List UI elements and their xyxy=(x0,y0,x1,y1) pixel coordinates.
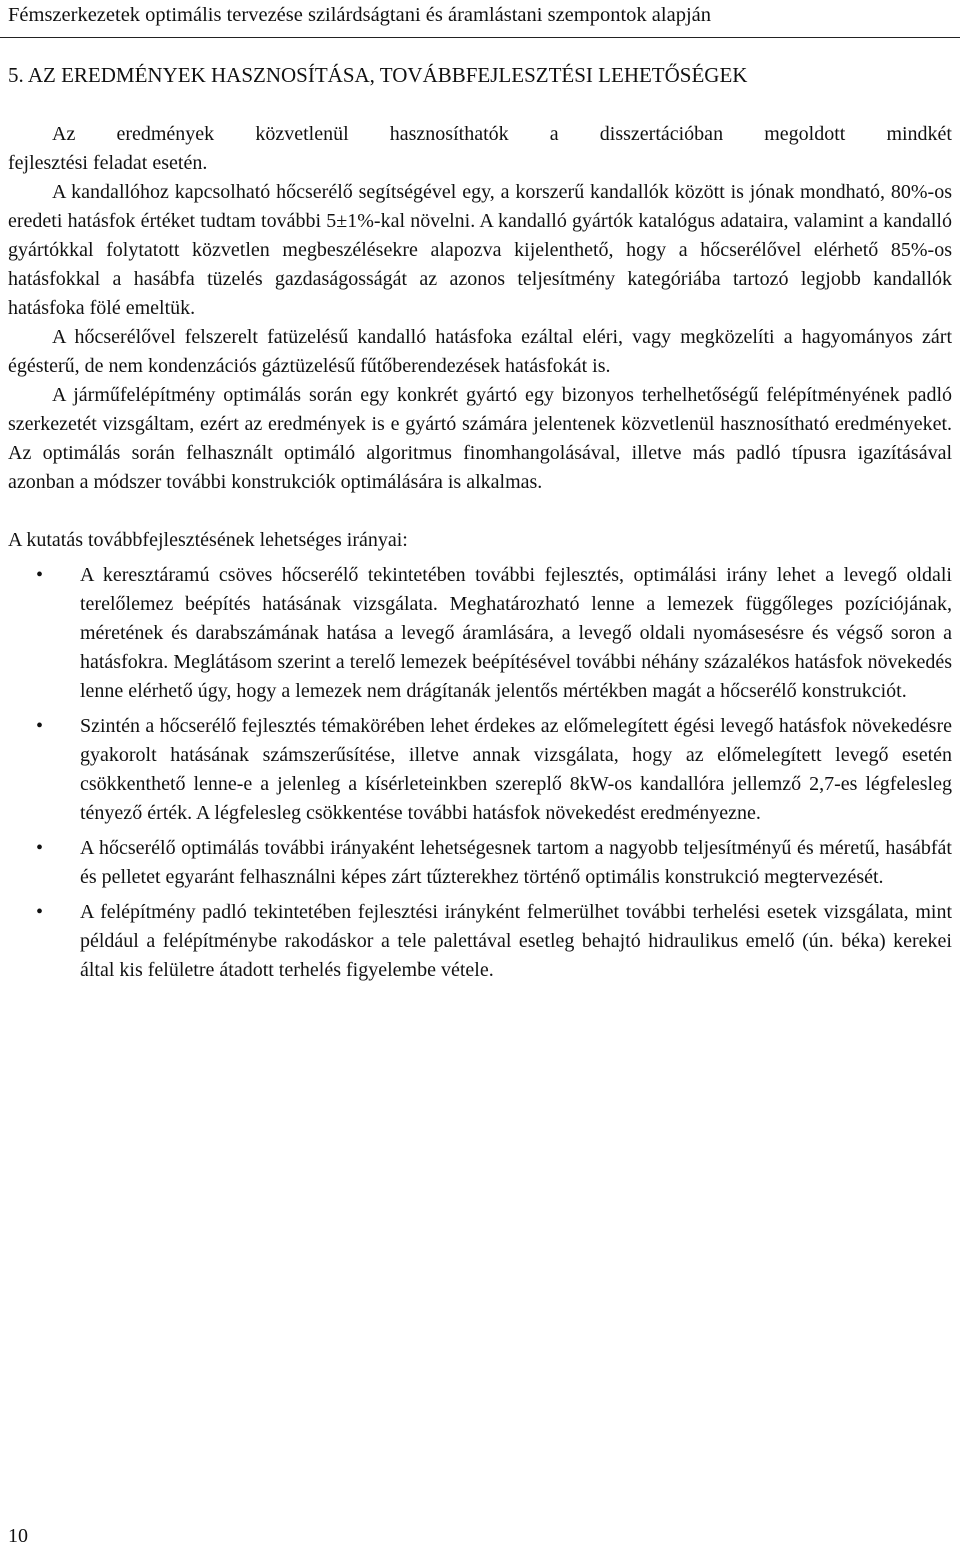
list-item xyxy=(8,898,952,985)
bullet-icon: • xyxy=(36,715,44,737)
body-content xyxy=(8,120,952,985)
list-item-text: A hőcserélő optimálás további irányaként lehetségesnek tartom a nagyobb teljesítményű és méretű, hasábfát és pelletet egyaránt felhasználni képes zárt tűzterekhez történő optimális konstrukció megtervezését. xyxy=(80,837,952,888)
bullet-icon: • xyxy=(36,564,44,586)
bullet-icon: • xyxy=(36,901,44,923)
development-directions-list xyxy=(8,561,952,985)
running-header: Fémszerkezetek optimális tervezése szilárdságtani és áramlástani szempontok alapján xyxy=(8,4,711,26)
list-item-text: Szintén a hőcserélő fejlesztés témakörében lehet érdekes az előmelegített égési levegő hatásfok növekedésre gyakorolt hatásának számszerűsítése, illetve annak vizsgálata, hogy az előmelegített levegő esetén csökkenthető lenne-e a jelenleg a kísérleteinkben szereplő 8kW-os kandallóra jellemző 2,7-es légfelesleg tényező érték. A légfelesleg csökkentése további hatásfok növekedést eredményezne. xyxy=(80,715,952,824)
header-divider xyxy=(0,37,960,38)
paragraph-vehicle-body-optimization: A járműfelépítmény optimálás során egy konkrét gyártó egy bizonyos terhelhetőségű felépítményének padló szerkezetét vizsgáltam, ezért az eredmények is e gyártó számára jelentenek közvetlenül hasznosítható eredményeket. Az optimálás során felhasznált optimáló algoritmus finomhangolásával, illetve más padló típusra igazításával azonban a módszer további konstrukciók optimálására is alkalmas. xyxy=(8,384,952,493)
list-item-text: A felépítmény padló tekintetében fejlesztési irányként felmerülhet további terhelési esetek vizsgálata, mint például a felépítménybe rakodáskor a tele palettával esetleg behajtó hidraulikus emelő (ún. béka) kerekei által kis felületre átadott terhelés figyelembe vétele. xyxy=(80,901,952,981)
section-title: 5. AZ EREDMÉNYEK HASZNOSÍTÁSA, TOVÁBBFEJLESZTÉSI LEHETŐSÉGEK xyxy=(8,63,748,87)
list-item xyxy=(8,561,952,706)
list-item-text: A keresztáramú csöves hőcserélő tekintetében további fejlesztés, optimálási irány lehet a levegő oldali terelőlemez beépítés hatásának vizsgálata. Meghatározható lenne a lemezek függőleges pozíciójának, méretének és darabszámának hatása a levegő áramlására, a levegő oldali nyomásesésre és végső soron a hatásfokra. Meglátásom szerint a terelő lemezek beépítésével további néhány százalékos hatásfok növekedés lenne elérhető úgy, hogy a lemezek nem drágítanák jelentős mértékben magát a hőcserélő konstrukciót. xyxy=(80,564,952,702)
intro-paragraph-line: Az eredmények közvetlenül hasznosíthatók a disszertációban megoldott mindkét xyxy=(52,123,952,145)
further-development-heading: A kutatás továbbfejlesztésének lehetséges irányai: xyxy=(8,529,408,551)
list-item xyxy=(8,834,952,892)
intro-paragraph-continuation: fejlesztési feladat esetén. xyxy=(8,152,208,174)
bullet-icon: • xyxy=(36,837,44,859)
list-item xyxy=(8,712,952,828)
page-number: 10 xyxy=(8,1525,28,1547)
paragraph-efficiency-comparison: A hőcserélővel felszerelt fatüzelésű kandalló hatásfoka ezáltal eléri, vagy megközelíti a hagyományos zárt égésterű, de nem kondenzációs gáztüzelésű fűtőberendezések hatásfokát is. xyxy=(8,326,952,377)
paragraph-fireplace-heat-exchanger: A kandallóhoz kapcsolható hőcserélő segítségével egy, a korszerű kandallók között is jónak mondható, 80%-os eredeti hatásfok értéket tudtam további 5±1%-kal növelni. A kandalló gyártók katalógus adataira, valamint a kandalló gyártókkal folytatott közvetlen megbeszélésekre alapozva kijelenthető, hogy a hőcserélővel elérhető 85%-os hatásfokkal a hasábfa tüzelés gazdaságosságát az azonos teljesítmény kategóriába tartozó legjobb kandallók hatásfoka fölé emeltük. xyxy=(8,181,952,319)
